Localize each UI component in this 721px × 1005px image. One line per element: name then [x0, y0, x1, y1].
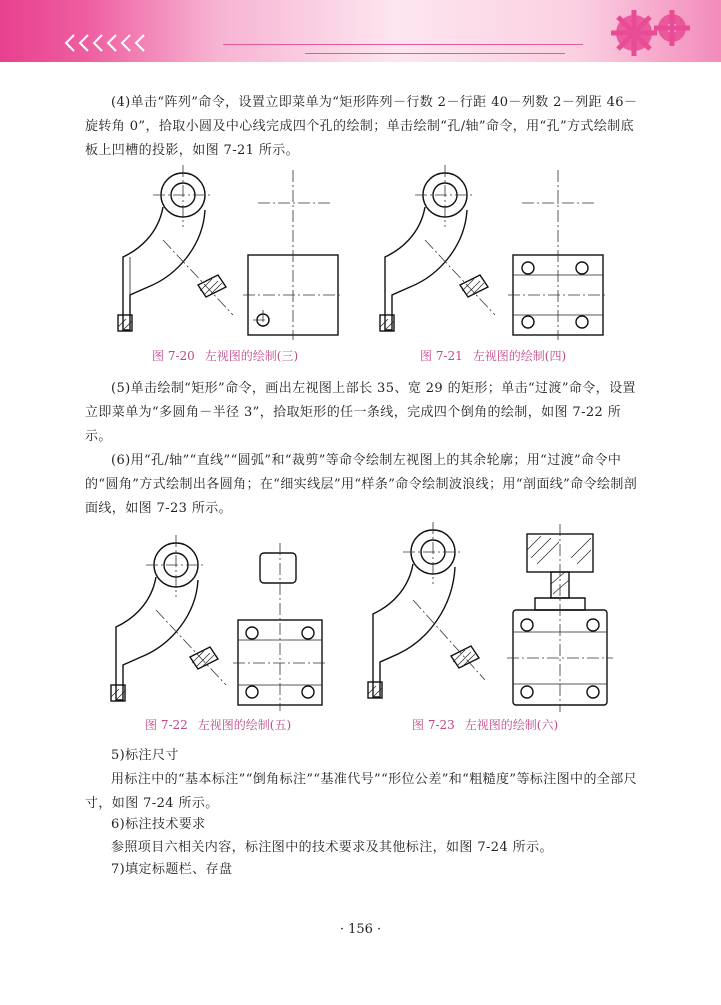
figure-7-21-drawing [370, 165, 615, 345]
figure-caption [412, 716, 558, 733]
section-heading-6: 6)标注技术要求 [111, 817, 206, 832]
paragraph-step4: (4)单击“阵列”命令，设置立即菜单为“矩形阵列－行数 2－行距 40－列数 2－列距 46－旋转角 0”，拾取小圆及中心线完成四个孔的绘制；单击绘制“孔/轴”命令，用“孔”方式绘制底板上凹槽的投影，如图 7-21 所示。 [85, 95, 638, 158]
section-heading-5: 5)标注尺寸 [111, 748, 179, 763]
figure-title: 左视图的绘制(四) [472, 349, 567, 363]
paragraph-step6: (6)用“孔/轴”“直线”“圆弧”和“裁剪”等命令绘制左视图上的其余轮廓；用“过渡”命令中的“圆角”方式绘制出各圆角；在“细实线层”用“样条”命令绘制波浪线；用“剖面线”命令绘制剖面线，如图 7-23 所示。 [85, 453, 638, 516]
page-number: · 156 · [339, 922, 382, 937]
figure-number: 图 7-22 [145, 718, 188, 732]
gear-icon [604, 6, 704, 60]
figure-caption [420, 347, 566, 364]
figure-number: 图 7-20 [152, 349, 195, 363]
chevrons-icon [64, 33, 160, 53]
paragraph-dimensioning: 用标注中的“基本标注”“倒角标注”“基准代号”“形位公差”和“粗糙度”等标注图中的全部尺寸，如图 7-24 所示。 [85, 772, 638, 811]
header-rule [223, 44, 583, 45]
figure-caption [145, 716, 291, 733]
figure-caption [152, 347, 298, 364]
figure-title: 左视图的绘制(六) [464, 718, 559, 732]
paragraph-technical-requirements: 参照项目六相关内容，标注图中的技术要求及其他标注，如图 7-24 所示。 [111, 840, 553, 855]
figure-7-22-drawing [98, 535, 338, 715]
figure-number: 图 7-21 [420, 349, 463, 363]
page-header [0, 0, 721, 62]
paragraph-step5: (5)单击绘制“矩形”命令，画出左视图上部长 35、宽 29 的矩形；单击“过渡”命令，设置立即菜单为“多圆角－半径 3”，拾取矩形的任一条线，完成四个倒角的绘制，如图 7-22 所示。 [85, 381, 636, 444]
section-heading-7: 7)填定标题栏、存盘 [111, 862, 233, 877]
header-rule [305, 53, 565, 54]
figure-number: 图 7-23 [412, 718, 455, 732]
figure-title: 左视图的绘制(三) [204, 349, 299, 363]
figure-7-20-drawing [108, 165, 348, 345]
figure-title: 左视图的绘制(五) [197, 718, 292, 732]
figure-7-23-drawing [355, 522, 625, 714]
